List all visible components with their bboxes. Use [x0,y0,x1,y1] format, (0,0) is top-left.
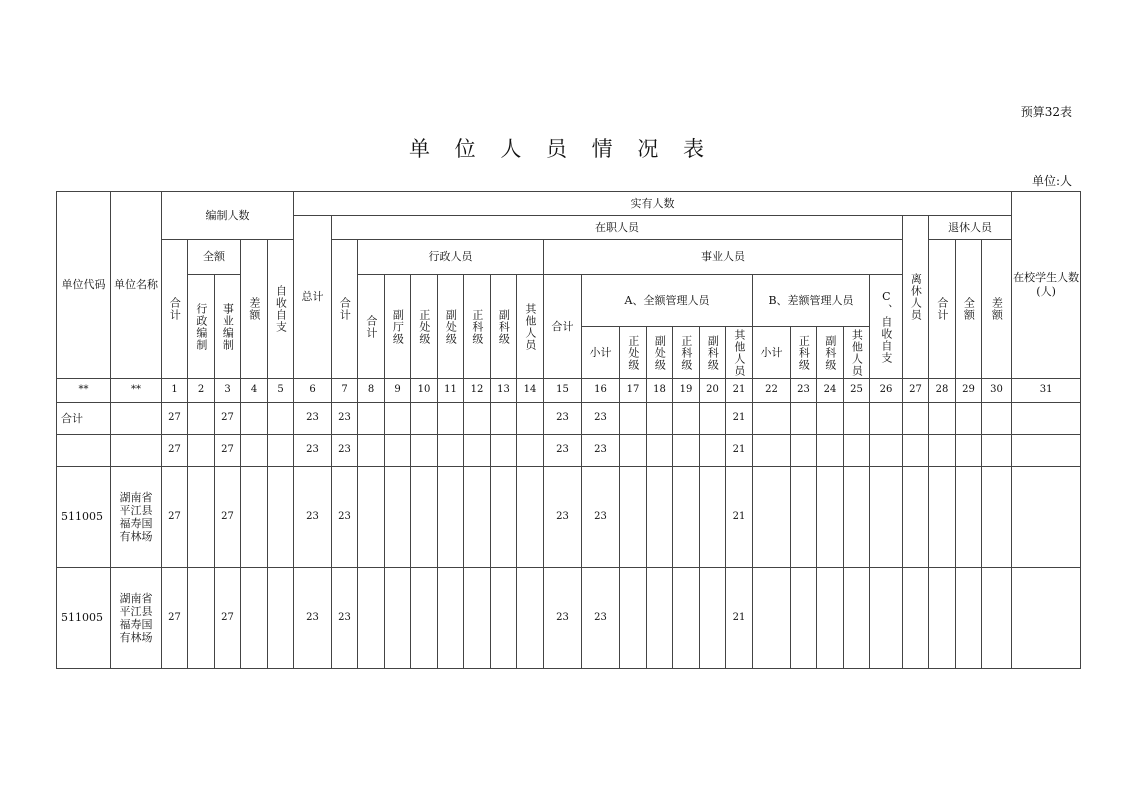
row-value [1012,435,1081,467]
row-value: 21 [726,467,753,568]
column-index: 15 [544,379,582,403]
header-admin-staff: 行政人员 [358,240,544,275]
row-value [673,568,700,669]
row-value [817,467,844,568]
header-self-funded: 自收自支 [268,240,294,379]
header-retired: 退休人员 [929,216,1012,240]
column-index: 30 [982,379,1012,403]
row-name: 湖南省平江县福寿国有林场 [111,467,162,568]
row-value: 23 [332,403,358,435]
row-value: 21 [726,435,753,467]
header-staffing: 编制人数 [162,192,294,240]
row-value: 23 [544,435,582,467]
column-index: 25 [844,379,870,403]
row-code [57,435,111,467]
row-value [700,568,726,669]
row-value [268,403,294,435]
header-staffing-total: 合计 [162,240,188,379]
row-value [647,467,673,568]
row-value [188,403,215,435]
column-index: 27 [903,379,929,403]
row-value [464,403,491,435]
row-value [438,467,464,568]
column-index: 7 [332,379,358,403]
row-value: 27 [215,435,241,467]
row-value [464,568,491,669]
row-value: 21 [726,403,753,435]
row-value: 23 [544,568,582,669]
row-value [517,467,544,568]
row-value [982,568,1012,669]
row-value [517,568,544,669]
header-a-deputy-div: 副处级 [647,327,673,379]
row-value [358,467,385,568]
row-value: 23 [582,467,620,568]
header-public-total: 合计 [544,275,582,379]
row-value [620,403,647,435]
row-value [491,403,517,435]
header-group-a: A、全额管理人员 [582,275,753,327]
row-value [791,403,817,435]
row-value [358,403,385,435]
index-row [57,379,1081,403]
row-value: 23 [294,568,332,669]
row-value [791,568,817,669]
row-value [411,467,438,568]
row-value [753,435,791,467]
row-value [491,467,517,568]
row-value [411,403,438,435]
header-admin-staffing: 行政编制 [188,275,215,379]
header-retired-full: 全额 [956,240,982,379]
row-code: 511005 [57,467,111,568]
header-public-staff: 事业人员 [544,240,903,275]
row-value [385,403,411,435]
row-name: 湖南省平江县福寿国有林场 [111,568,162,669]
header-admin-other: 其他人员 [517,275,544,379]
table-row [57,435,1081,467]
row-value [438,403,464,435]
row-value [929,568,956,669]
row-value [411,435,438,467]
row-value [491,568,517,669]
column-index: 16 [582,379,620,403]
header-group-b: B、差额管理人员 [753,275,870,327]
column-index: 17 [620,379,647,403]
table-row [57,568,1081,669]
row-value: 23 [294,467,332,568]
row-value [982,467,1012,568]
form-code: 预算32表 [1020,105,1072,119]
row-value [241,467,268,568]
row-value [956,403,982,435]
row-value [753,568,791,669]
row-value: 27 [215,467,241,568]
row-value [647,403,673,435]
row-value [517,435,544,467]
row-value [817,403,844,435]
row-value [385,435,411,467]
header-deputy-div: 副处级 [438,275,464,379]
header-in-service: 在职人员 [332,216,903,240]
row-value [791,435,817,467]
index-code: ** [57,379,111,403]
row-value: 23 [332,568,358,669]
column-index: 14 [517,379,544,403]
row-value: 27 [215,568,241,669]
column-index: 24 [817,379,844,403]
row-value [956,568,982,669]
row-value [268,435,294,467]
row-value [844,467,870,568]
row-value [673,403,700,435]
table-row [57,403,1081,435]
unit-label: 单位:人 [1031,174,1072,188]
row-value [1012,403,1081,435]
header-actual: 实有人数 [294,192,1012,216]
row-value [620,568,647,669]
row-value: 27 [162,403,188,435]
column-index: 5 [268,379,294,403]
header-dept-level: 正处级 [411,275,438,379]
row-value [358,568,385,669]
row-value [464,467,491,568]
row-value [700,467,726,568]
row-value [411,568,438,669]
row-value [385,467,411,568]
row-value [241,403,268,435]
header-grand-total: 总计 [294,216,332,379]
column-index: 12 [464,379,491,403]
row-value [491,435,517,467]
column-index: 23 [791,379,817,403]
header-full-amount: 全额 [188,240,241,275]
column-index: 19 [673,379,700,403]
row-value [753,403,791,435]
row-value [188,435,215,467]
row-value [753,467,791,568]
page-title: 单 位 人 员 情 况 表 [408,137,714,161]
row-value [956,467,982,568]
header-a-other: 其他人员 [726,327,753,379]
column-index: 26 [870,379,903,403]
row-value [268,467,294,568]
row-value: 23 [332,435,358,467]
row-value [438,568,464,669]
row-value [241,435,268,467]
row-value [956,435,982,467]
header-b-deputy-section: 副科级 [817,327,844,379]
header-admin-total: 合计 [358,275,385,379]
row-value [188,568,215,669]
row-value: 27 [162,568,188,669]
row-code: 合计 [57,403,111,435]
row-value: 21 [726,568,753,669]
header-group-c: C、自收自支 [870,275,903,379]
column-index: 9 [385,379,411,403]
row-value [700,435,726,467]
row-value [358,435,385,467]
row-value [438,435,464,467]
column-index: 18 [647,379,673,403]
column-index: 11 [438,379,464,403]
column-index: 22 [753,379,791,403]
header-a-subtotal: 小计 [582,327,620,379]
row-value [620,435,647,467]
row-value [929,435,956,467]
row-value [982,435,1012,467]
column-index: 1 [162,379,188,403]
row-value [982,403,1012,435]
row-value: 23 [544,403,582,435]
column-index: 29 [956,379,982,403]
header-b-section: 正科级 [791,327,817,379]
row-value: 23 [582,568,620,669]
header-deputy-section: 副科级 [491,275,517,379]
header-retired-total: 合计 [929,240,956,379]
row-value [817,568,844,669]
column-index: 28 [929,379,956,403]
row-value [903,568,929,669]
row-value [673,467,700,568]
column-index: 6 [294,379,332,403]
header-a-section: 正科级 [673,327,700,379]
column-index: 3 [215,379,241,403]
row-value [647,568,673,669]
header-unit-code: 单位代码 [57,192,111,379]
row-value: 23 [332,467,358,568]
table-row [57,467,1081,568]
row-value [870,467,903,568]
header-public-staffing: 事业编制 [215,275,241,379]
header-students: 在校学生人数(人) [1012,192,1081,379]
row-value [844,435,870,467]
row-value [929,403,956,435]
header-row-1 [57,192,1081,216]
row-value [673,435,700,467]
row-value: 23 [582,403,620,435]
row-value [647,435,673,467]
row-value [464,435,491,467]
header-a-deputy-section: 副科级 [700,327,726,379]
row-value: 27 [162,435,188,467]
row-value [929,467,956,568]
row-value: 23 [544,467,582,568]
column-index: 31 [1012,379,1081,403]
row-value [870,435,903,467]
row-value [620,467,647,568]
row-value [903,403,929,435]
row-code: 511005 [57,568,111,669]
column-index: 2 [188,379,215,403]
row-value: 23 [294,435,332,467]
header-in-service-total: 合计 [332,240,358,379]
index-name: ** [111,379,162,403]
column-index: 13 [491,379,517,403]
row-value [188,467,215,568]
row-value [791,467,817,568]
row-value [844,568,870,669]
row-value [844,403,870,435]
column-index: 20 [700,379,726,403]
row-value: 27 [215,403,241,435]
column-index: 21 [726,379,753,403]
column-index: 10 [411,379,438,403]
header-unit-name: 单位名称 [111,192,162,379]
staff-table [56,191,1081,669]
row-value [1012,467,1081,568]
header-retired-off: 离休人员 [903,216,929,379]
header-deputy-dept: 副厅级 [385,275,411,379]
column-index: 8 [358,379,385,403]
header-retired-diff: 差额 [982,240,1012,379]
row-value [385,568,411,669]
row-name [111,403,162,435]
row-value [517,403,544,435]
row-value [870,403,903,435]
header-a-div: 正处级 [620,327,647,379]
row-value [241,568,268,669]
column-index: 4 [241,379,268,403]
row-value [1012,568,1081,669]
row-value: 27 [162,467,188,568]
header-b-subtotal: 小计 [753,327,791,379]
row-value [700,403,726,435]
row-value: 23 [294,403,332,435]
row-value [903,467,929,568]
header-b-other: 其他人员 [844,327,870,379]
header-section-level: 正科级 [464,275,491,379]
row-value [268,568,294,669]
row-name [111,435,162,467]
row-value [817,435,844,467]
header-diff-amount: 差额 [241,240,268,379]
row-value [870,568,903,669]
row-value [903,435,929,467]
row-value: 23 [582,435,620,467]
